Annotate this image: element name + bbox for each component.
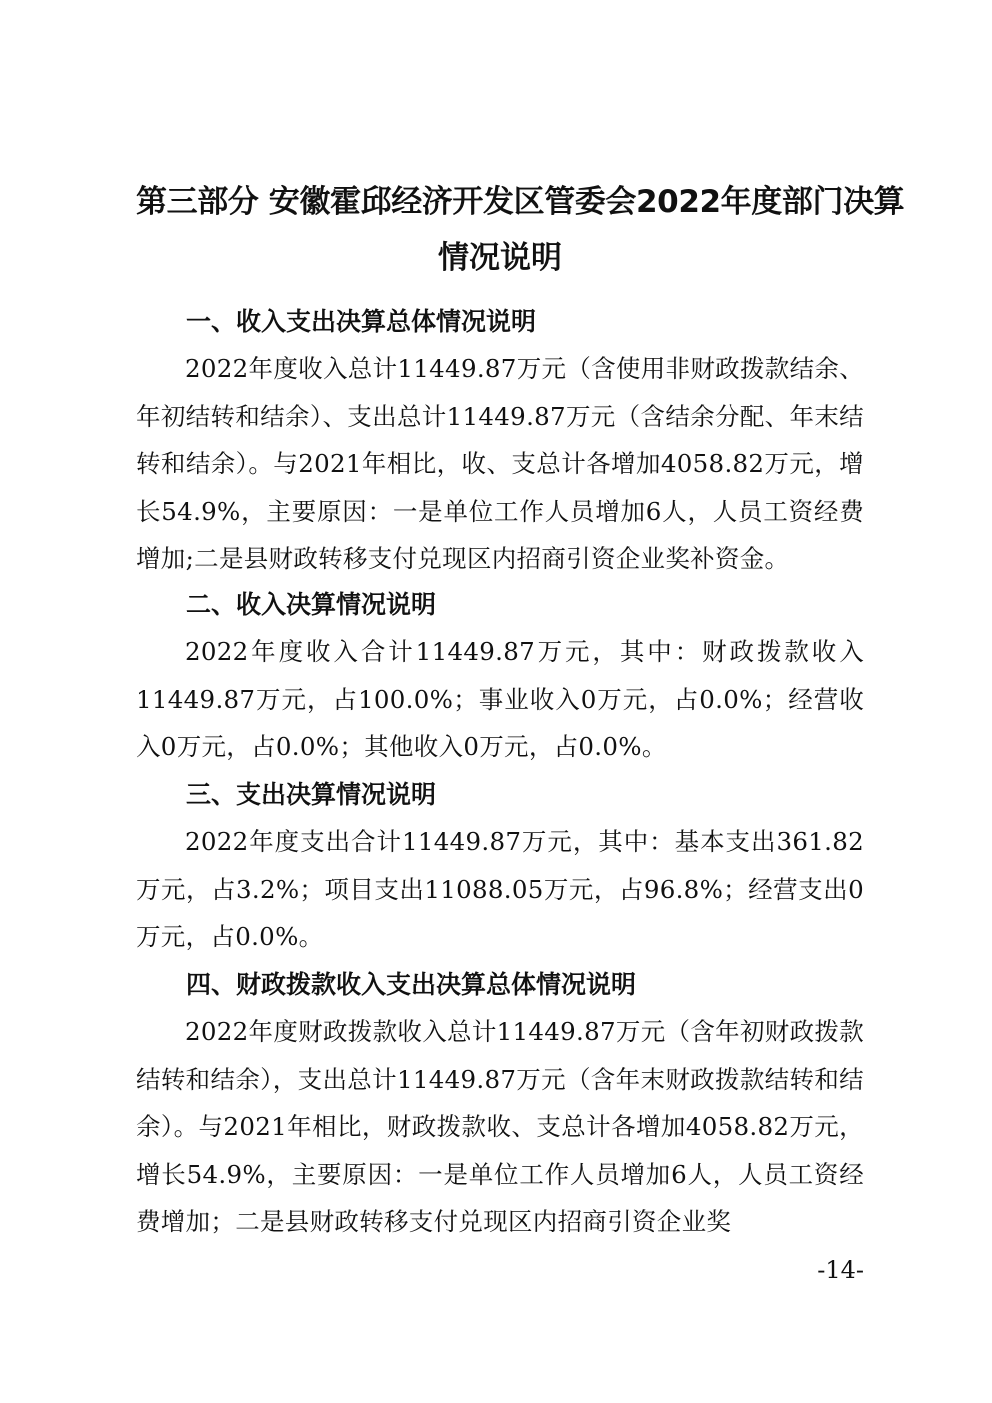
section-paragraph-4: 2022年度财政拨款收入总计11449.87万元（含年初财政拨款结转和结余），支出总计11449.87万元（含年末财政拨款结转和结余）。与2021年相比，财政拨款收、支总计各增加4058.82万元，增长54.9%，主要原因：一是单位工作人员增加6人，人员工资经费增加；二是县财政转移支付兑现区内招商引资企业奖 — [136, 1017, 864, 1236]
section-heading-4: 四、财政拨款收入支出决算总体情况说明 — [186, 970, 637, 999]
section-heading-3: 三、支出决算情况说明 — [186, 780, 437, 809]
document-title-line-1: 第三部分 安徽霍邱经济开发区管委会2022年度部门决算 — [136, 184, 905, 220]
section-paragraph-3: 2022年度支出合计11449.87万元，其中：基本支出361.82万元，占3.2%；项目支出11088.05万元，占96.8%；经营支出0万元，占0.0%。 — [136, 827, 864, 951]
page-number: -14- — [817, 1256, 864, 1284]
section-heading-2: 二、收入决算情况说明 — [186, 590, 437, 619]
section-paragraph-2: 2022年度收入合计11449.87万元，其中：财政拨款收入11449.87万元，占100.0%；事业收入0万元，占0.0%；经营收入0万元，占0.0%；其他收入0万元，占0.0%。 — [136, 637, 864, 761]
section-paragraph-1: 2022年度收入总计11449.87万元（含使用非财政拨款结余、年初结转和结余）、支出总计11449.87万元（含结余分配、年末结转和结余）。与2021年相比，收、支总计各增加4058.82万元，增长54.9%，主要原因：一是单位工作人员增加6人，人员工资经费增加;二是县财政转移支付兑现区内招商引资企业奖补资金。 — [136, 354, 864, 573]
document-title-line-2: 情况说明 — [438, 240, 562, 276]
section-heading-1: 一、收入支出决算总体情况说明 — [186, 307, 537, 336]
